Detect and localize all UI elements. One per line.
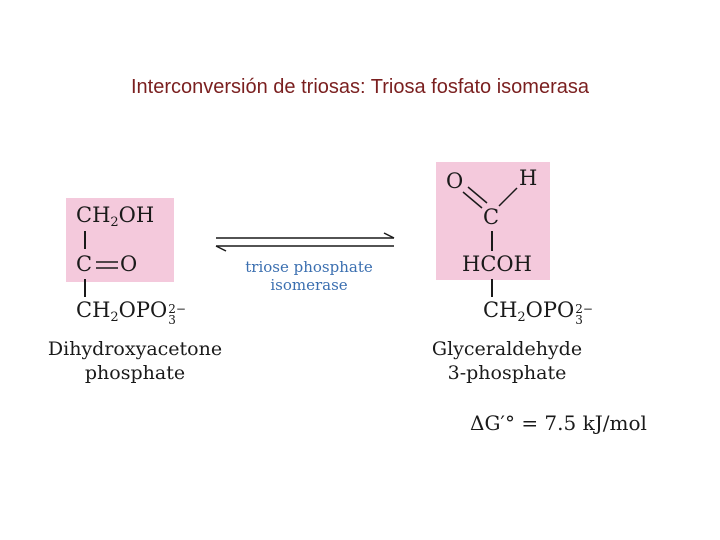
g3p-phosphate-ch: CH xyxy=(483,298,518,322)
g3p-phosphate-group xyxy=(483,300,593,326)
dhap-phosphate-sub: 2 xyxy=(110,310,119,325)
dhap-double-bond xyxy=(95,255,119,275)
enzyme-line2: isomerase xyxy=(270,276,348,294)
slide-title: Interconversión de triosas: Triosa fosfato isomerasa xyxy=(131,76,589,98)
g3p-phosphate-charge: 2− xyxy=(575,302,593,316)
g3p-bond-1 xyxy=(491,231,493,251)
g3p-phosphate-charge-stack xyxy=(575,304,593,326)
dhap-phosphate-ch: CH xyxy=(76,298,111,322)
g3p-bond-2 xyxy=(491,279,493,297)
g3p-carbonyl-c: C xyxy=(483,205,500,229)
dhap-ch2oh-group xyxy=(76,205,154,229)
equilibrium-arrows xyxy=(208,230,400,256)
g3p-name-line2: 3-phosphate xyxy=(447,362,567,384)
dhap-phosphate-sub3: 3 xyxy=(168,313,176,327)
enzyme-label xyxy=(220,258,398,294)
dhap-phosphate-charge: 2− xyxy=(168,302,186,316)
g3p-phosphate-sub3: 3 xyxy=(575,313,583,327)
dhap-phosphate-charge-stack xyxy=(168,304,186,326)
free-energy-value: ΔG′° = 7.5 kJ/mol xyxy=(470,411,647,435)
dhap-carbonyl-o: O xyxy=(120,252,138,276)
dhap-name-line2: phosphate xyxy=(84,362,186,384)
dhap-bond-2 xyxy=(84,279,86,297)
dhap-carbonyl-c: C xyxy=(76,252,93,276)
dhap-ch2oh-oh: OH xyxy=(118,203,155,227)
dhap-ch2oh-ch: CH xyxy=(76,203,111,227)
g3p-name-line1: Glyceraldehyde xyxy=(431,338,583,360)
g3p-aldehyde-h: H xyxy=(519,166,538,190)
dhap-name xyxy=(20,337,250,385)
dhap-ch2oh-sub: 2 xyxy=(110,215,119,230)
dhap-phosphate-group xyxy=(76,300,186,326)
g3p-phosphate-sub: 2 xyxy=(517,310,526,325)
g3p-aldehyde-o: O xyxy=(446,169,464,193)
dhap-name-line1: Dihydroxyacetone xyxy=(47,338,223,360)
g3p-phosphate-opo: OPO xyxy=(525,298,575,322)
g3p-hcoh: HCOH xyxy=(462,252,532,276)
g3p-name xyxy=(412,337,602,385)
dhap-bond-1 xyxy=(84,231,86,249)
dhap-phosphate-opo: OPO xyxy=(118,298,168,322)
enzyme-line1: triose phosphate xyxy=(245,258,373,276)
